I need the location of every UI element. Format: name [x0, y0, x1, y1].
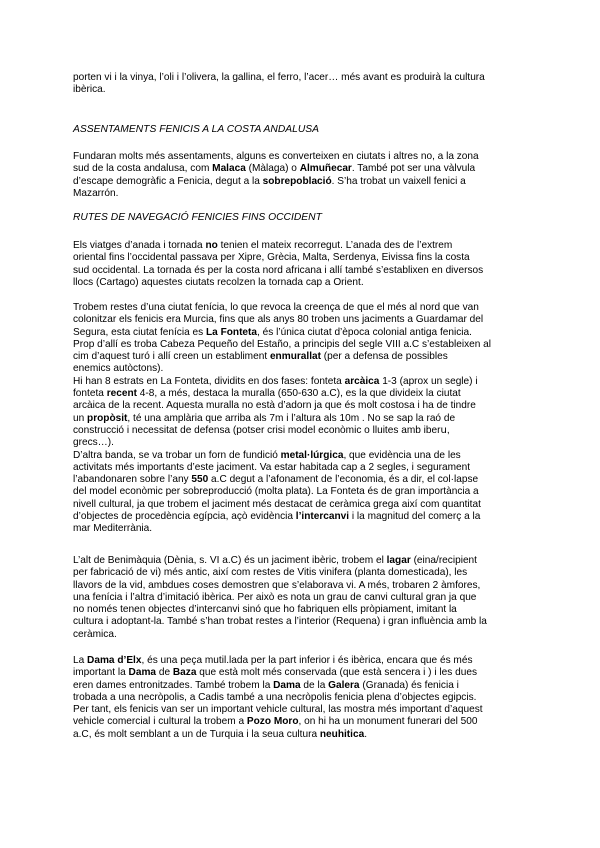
text-line: Trobem restes d’una ciutat fenícia, lo que revoca la creença de que el més al nord que van	[73, 302, 479, 313]
text-line: cim d’aquest turó i allí creen un establiment enmurallat (per a defensa de possibles	[73, 351, 448, 363]
text-line: per fabricació de vi) més antic, així com restes de Vitis vinifera (planta domesticada), les	[73, 567, 468, 579]
text-line: no només tenen objectes d’intercanvi sinó que ho fabriquen ells pròpiament, imitant la	[73, 604, 457, 616]
text-line: enemics autòctons).	[73, 363, 164, 375]
text-line: construcció i necessitat de defensa (potser crisi model econòmic o lluites amb iberս,	[73, 424, 450, 436]
text-line: ibèrica.	[73, 84, 106, 96]
bold-term: 550	[191, 474, 209, 486]
text-line: grecs…).	[73, 437, 114, 449]
text-line: l’abandonaren sobre l’any 550 a.C degut a l’afonament de l’economia, és a dir, el col·lapse	[73, 474, 479, 486]
paragraph-fonteta	[73, 302, 525, 536]
bold-term: recent	[106, 388, 137, 400]
text-line: Per tant, els fenicis van ser un important vehicle cultural, las mostra més important d’aquest	[73, 704, 483, 716]
text-line: activitats més importants d’este jaciment. Va estar habitada cap a 2 segles, i segurament	[73, 461, 471, 473]
intro-paragraph	[73, 72, 525, 97]
text-line: llocs (Cartago) aquestes ciutats recolzen la tornada cap a Orient.	[73, 276, 364, 288]
bold-term: l’intercanvi	[295, 511, 350, 523]
text-line: a.C, és molt semblant a un de Turquia i la seua cultura neuhitica.	[73, 728, 367, 740]
text-line: un propòsit, té una amplària que arriba als 7m i l’altura als 10m . No se sap la raó de	[73, 412, 456, 424]
bold-term: La Fonteta	[205, 326, 258, 338]
bold-term: metal·lúrgica	[280, 449, 344, 461]
text-line: una fenícia i l’altra d’imitació ibèrica. Per això es nota un grau de canvi cultural gran ja que	[73, 591, 477, 603]
text-line: del model econòmic per sobreproducció (molta plata). La Fonteta és de gran importància a	[73, 486, 479, 498]
bold-term: Almuñecar	[299, 163, 352, 175]
text-line: mar Mediterrània.	[73, 523, 153, 535]
text-line: llavors de la vid, ambdues coses demostren que s’elaborava vi. A més, trobaren 2 àmfores,	[73, 579, 481, 591]
bold-term: no	[205, 240, 218, 251]
bold-term: enmurallat	[269, 351, 321, 363]
bold-term: Baza	[172, 667, 197, 679]
section-heading-rutes: RUTES DE NAVEGACIÓ FENICIES FINS OCCIDENT	[73, 212, 322, 223]
text-line: fonteta recent 4-8, a més, destaca la muralla (650-630 a.C), es la que divideix la ciutat	[73, 388, 461, 400]
text-line: La Dama d’Elx, és una peça mutil.lada per la part inferior i és ibèrica, encara que és més	[73, 655, 473, 666]
paragraph-viatges	[73, 240, 525, 289]
text-line: L’alt de Benimàquia (Dènia, s. VI a.C) és un jaciment ibèric, trobem el lagar (eina/recipient	[73, 555, 477, 566]
paragraph-benimaquia	[73, 555, 525, 641]
paragraph-dames	[73, 655, 525, 741]
text-line: oriental fins l’occidental passava per Xipre, Grècia, Malta, Serdenya, Eivissa fins la costa	[73, 252, 470, 264]
bold-term: Dama d’Elx	[87, 655, 142, 666]
text-line: trobada a una necròpolis, a Cadis també a una necròpolis fenicia plena d’objectes egipcis.	[73, 691, 477, 703]
bold-term: Pozo Moro	[246, 716, 299, 728]
text-line: Mazarrón.	[73, 187, 119, 199]
bold-term: Galera	[328, 679, 360, 691]
bold-term: neuhitica	[319, 728, 365, 740]
bold-term: arcàica	[344, 375, 380, 387]
text-line: vehicle comercial i cultural la trobem a Pozo Moro, on hi ha un monument funerari del 500	[73, 716, 478, 728]
bold-term: Dama	[273, 679, 301, 691]
text-line: colonitzar els fenicis era Murcia, fins que als anys 80 troben uns jaciments a Guardamar del	[73, 314, 484, 326]
text-line: porten vi i la vinya, l’oli i l’olivera, la gallina, el ferro, l’acer… més avant es produirà la cultura	[73, 72, 485, 83]
bold-term: propòsit	[87, 412, 128, 424]
text-line: ceràmica.	[73, 628, 117, 640]
text-line: Segura, esta ciutat fenícia es La Fonteta, és l’única ciutat d’època colonial antiga fenicia.	[73, 326, 472, 338]
section-heading-assentaments: ASSENTAMENTS FENICIS A LA COSTA ANDALUSA	[73, 124, 320, 135]
text-line: d’escape demogràfic a Fenicia, degut a la sobrepoblació. S’ha trobat un vaixell fenici a	[73, 175, 466, 187]
paragraph-assentaments	[73, 151, 525, 200]
bold-term: Dama	[128, 667, 157, 679]
bold-term: Malaca	[212, 163, 246, 175]
text-line: important la Dama de Baza que està molt més conservada (que està sencera i ) i les dues	[73, 667, 477, 679]
text-line: arcàica de la recent. Aquesta muralla no està d’adorn ja que és molt costosa i ha de tindre	[73, 400, 476, 412]
text-line: Prop d’allí es troba Cabeza Pequeño del Estaño, a principis del segle VIII a.C s’estableixen al	[73, 338, 492, 350]
text-line: Hi han 8 estrats en La Fonteta, dividits en dos fases: fonteta arcàica 1-3 (aprox un segle) i	[73, 375, 478, 387]
text-line: Els viatges d’anada i tornada no tenien el mateix recorregut. L’anada des de l’extrem	[73, 240, 453, 251]
text-line: sud de la costa andalusa, com Malaca (Màlaga) o Almuñecar. També pot ser una vàlvula	[73, 163, 476, 175]
text-line: sud occidental. La tornada és per la costa nord africana i allí també s’establixen en diversos	[73, 264, 484, 276]
text-line: cultura i adoptant-la. També s’han trobat restes a l’interior (Requena) i gran influència amb la	[73, 616, 487, 628]
text-line: nivell cultural, ja que trobem el jaciment més destacat de ceràmica grega així com quantitat	[73, 498, 481, 510]
bold-term: lagar	[386, 555, 411, 566]
text-line: d’objectes de procedència egípcia, açò evidència l’intercanvi i la magnitud del comerç a la	[73, 511, 481, 523]
bold-term: sobrepoblació	[262, 175, 332, 187]
text-line: Fundaran molts més assentaments, alguns es converteixen en ciutats i altres no, a la zona	[73, 151, 479, 162]
text-line: eren dames entronitzades. També trobem la Dama de la Galera (Granada) és fenicia i	[73, 679, 459, 691]
text-line: D’altra banda, se va trobar un forn de fundició metal·lúrgica, que evidència una de les	[73, 449, 461, 461]
